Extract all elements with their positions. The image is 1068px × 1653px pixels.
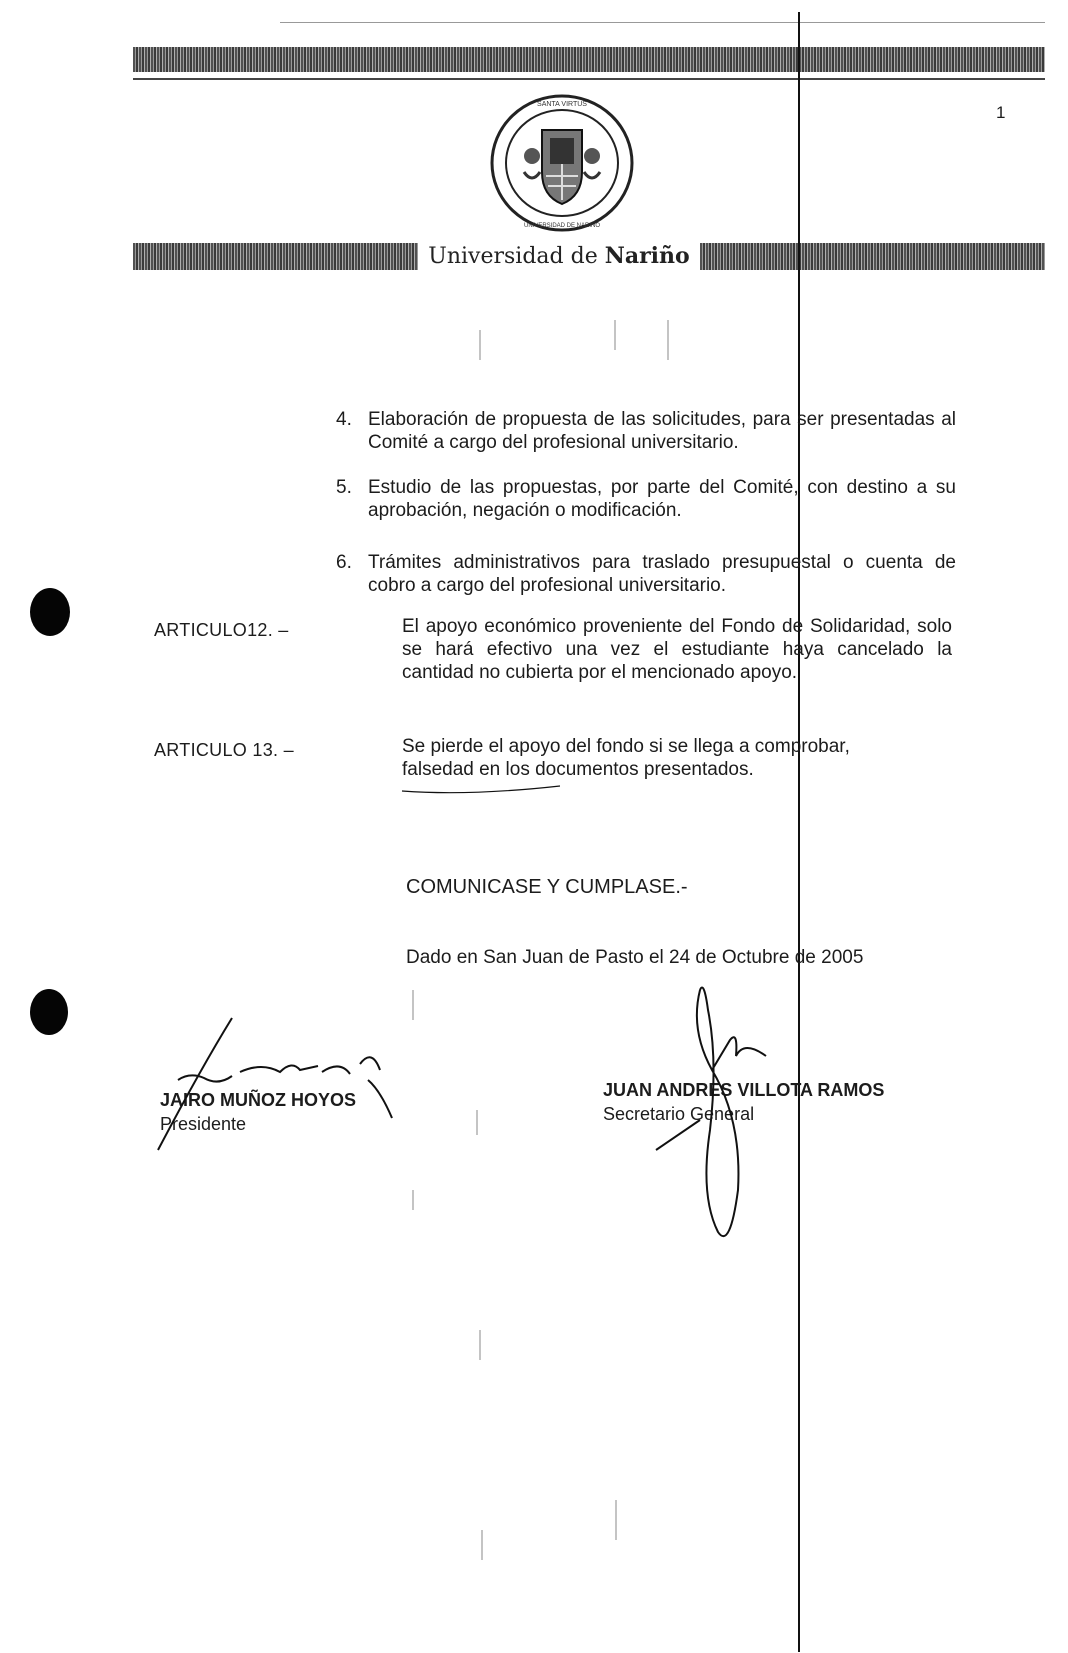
- university-name: [418, 241, 700, 271]
- page-number: 1: [996, 103, 1006, 122]
- signatory-1-title: Presidente: [160, 1114, 247, 1134]
- date-place-line: Dado en San Juan de Pasto el 24 de Octubre de 2005: [406, 947, 864, 968]
- top-thin-rule: [280, 22, 1045, 23]
- university-name-part2: Nariño: [604, 243, 690, 269]
- list-item-number: 5.: [336, 477, 352, 498]
- article-13-label: ARTICULO 13. –: [154, 740, 294, 760]
- seal-text-top: SANTA VIRTUS: [537, 101, 587, 108]
- header-rule: [133, 78, 1045, 80]
- ink-blot: [30, 989, 68, 1035]
- university-name-part1: Universidad de: [428, 244, 598, 269]
- list-item-text: Estudio de las propuestas, por parte del Comité, con destino a su aprobación, negación o modificación.: [368, 477, 956, 521]
- university-seal-icon: [488, 92, 636, 234]
- name-band-right: [700, 243, 1045, 270]
- list-item-number: 4.: [336, 409, 352, 430]
- list-item: [336, 551, 956, 596]
- list-item-text: Elaboración de propuesta de las solicitudes, para ser presentadas al Comité a cargo del profesional universitario.: [368, 409, 956, 453]
- article-12-label: ARTICULO12. –: [154, 620, 289, 640]
- list-item-text: Trámites administrativos para traslado presupuestal o cuenta de cobro a cargo del profesional universitario.: [368, 552, 956, 596]
- underline-mark: [402, 786, 560, 793]
- article-13-text: Se pierde el apoyo del fondo si se llega a comprobar, falsedad en los documentos presentados.: [402, 736, 850, 780]
- list-item-number: 6.: [336, 552, 352, 573]
- signatory-2-name: JUAN ANDRES VILLOTA RAMOS: [603, 1080, 885, 1100]
- list-item: [336, 476, 956, 521]
- scan-line: [798, 12, 800, 1652]
- ink-blot: [30, 588, 70, 636]
- header-band: [133, 47, 1045, 72]
- signatory-2-title: Secretario General: [603, 1104, 755, 1124]
- name-band-left: [133, 243, 418, 270]
- closing-statement: COMUNICASE Y CUMPLASE.-: [406, 876, 688, 898]
- list-item: [336, 408, 956, 453]
- article-12-text: El apoyo económico proveniente del Fondo de Solidaridad, solo se hará efectivo una vez el estudiante haya cancelado la cantidad no cubierta por el mencionado apoyo.: [402, 616, 952, 683]
- seal-text-bottom: UNIVERSIDAD DE NARIÑO: [523, 223, 601, 229]
- signatory-1-name: JAIRO MUÑOZ HOYOS: [160, 1090, 357, 1110]
